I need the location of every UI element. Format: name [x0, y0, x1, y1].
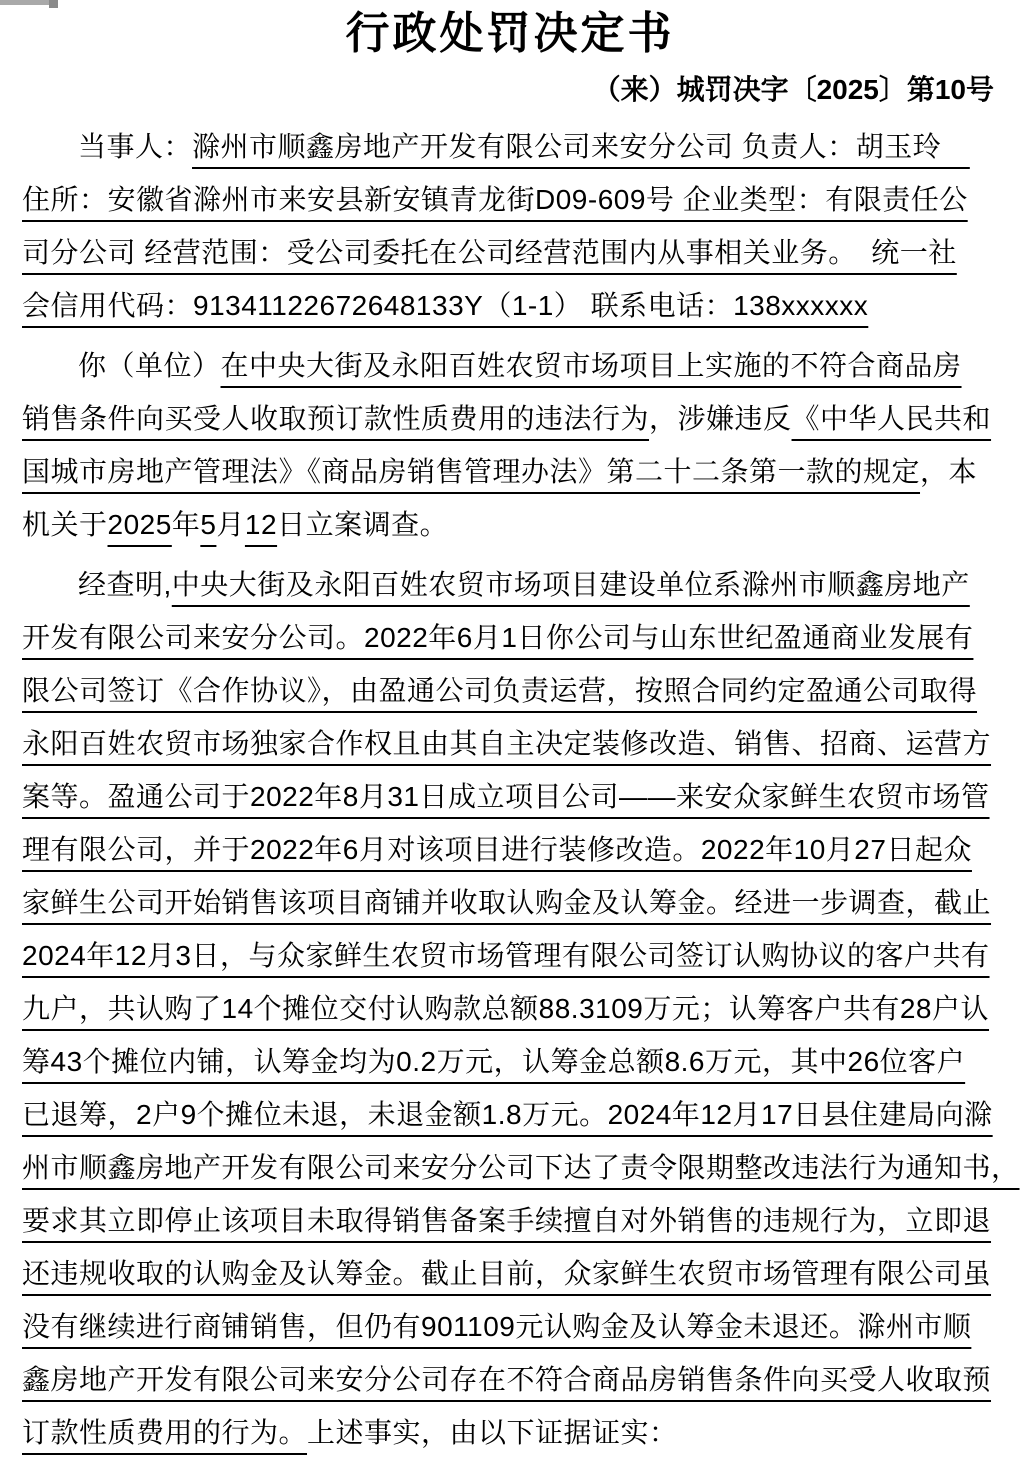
- paragraph: [22, 120, 998, 332]
- document-title: 行政处罚决定书: [345, 9, 675, 58]
- text-line: [22, 1353, 998, 1406]
- underlined-text: 2024年12月3日，与众家鲜生农贸市场管理有限公司签订认购协议的客户共有: [22, 940, 990, 972]
- text-line: [22, 823, 998, 876]
- text-line: [22, 770, 998, 823]
- paragraph: [22, 558, 1020, 1459]
- document-body: [22, 120, 1020, 1459]
- underlined-text: 筹43个摊位内铺，认筹金均为0.2万元，认筹金总额8.6万元，其中26位客户: [22, 1046, 966, 1078]
- underlined-text: 永阳百姓农贸市场独家合作权且由其自主决定装修改造、销售、招商、运营方: [22, 728, 992, 760]
- underlined-text: 2025: [107, 509, 172, 541]
- text-line: [22, 226, 998, 279]
- text-line: [22, 279, 998, 332]
- plain-text: 当事人：: [78, 131, 193, 163]
- underlined-text: 国城市房地产管理法》《商品房销售管理办法》第二十二条第一款的规定: [22, 456, 921, 488]
- underlined-text: 家鲜生公司开始销售该项目商铺并收取认购金及认筹金。经进一步调查，截止: [22, 887, 992, 919]
- paragraph: [22, 339, 998, 551]
- underlined-text: 订款性质费用的行为。: [22, 1417, 308, 1449]
- text-line: [22, 1300, 998, 1353]
- plain-text: 上述事实，由以下证据证实：: [307, 1417, 678, 1449]
- text-line: [22, 1406, 998, 1459]
- text-line: [22, 1088, 998, 1141]
- text-line: [22, 392, 998, 445]
- text-line: [22, 445, 998, 498]
- text-line: [22, 1247, 998, 1300]
- underlined-text: 要求其立即停止该项目未取得销售备案手续擅自对外销售的违规行为，立即退: [22, 1205, 992, 1237]
- underlined-text: 案等。盈通公司于2022年8月31日成立项目公司——来安众家鲜生农贸市场管: [22, 781, 990, 813]
- plain-text: 日立案调查。: [277, 509, 449, 541]
- text-line: [22, 173, 998, 226]
- underlined-text: 已退筹，2户9个摊位未退，未退金额1.8万元。2024年12月17日县住建局向滁: [22, 1099, 993, 1131]
- text-line: [22, 717, 998, 770]
- plain-text: 年: [171, 509, 201, 541]
- underlined-text: 中央大街及永阳百姓农贸市场项目建设单位系滁州市顺鑫房地产: [171, 569, 970, 601]
- text-line: [22, 929, 998, 982]
- underlined-text: 会信用代码：91341122672648133Y（1-1） 联系电话：138xxxxxx: [22, 290, 869, 322]
- document-number: （来）城罚决字〔2025〕第10号: [592, 73, 994, 105]
- underlined-text: 滁州市顺鑫房地产开发有限公司来安分公司 负责人：胡玉玲: [192, 131, 970, 163]
- text-line: [22, 120, 998, 173]
- underlined-text: 在中央大街及永阳百姓农贸市场项目上实施的不符合商品房: [220, 350, 962, 382]
- plain-text: ，本: [920, 456, 978, 488]
- text-line: [22, 664, 998, 717]
- scrollbar-artifact: [0, 0, 58, 5]
- plain-text: ，涉嫌违反: [649, 403, 792, 435]
- underlined-text: 5: [200, 509, 217, 541]
- text-line: [22, 498, 998, 551]
- text-line: [22, 339, 998, 392]
- text-line: [22, 1141, 1020, 1194]
- underlined-text: 理有限公司，并于2022年6月对该项目进行装修改造。2022年10月27日起众: [22, 834, 972, 866]
- plain-text: 经查明,: [78, 569, 172, 601]
- underlined-text: 《中华人民共和: [791, 403, 992, 435]
- underlined-text: 没有继续进行商铺销售，但仍有901109元认购金及认筹金未退还。滁州市顺: [22, 1311, 972, 1343]
- text-line: [22, 1035, 998, 1088]
- underlined-text: 12: [244, 509, 278, 541]
- underlined-text: 州市顺鑫房地产开发有限公司来安分公司下达了责令限期整改违法行为通知书，: [22, 1152, 1020, 1184]
- plain-text: 机关于: [22, 509, 108, 541]
- text-line: [22, 558, 998, 611]
- underlined-text: 销售条件向买受人收取预订款性质费用的违法行为: [22, 403, 650, 435]
- text-line: [22, 876, 998, 929]
- text-line: [22, 982, 998, 1035]
- underlined-text: 九户，共认购了14个摊位交付认购款总额88.3109万元；认筹客户共有28户认: [22, 993, 990, 1025]
- scrollbar-knob: [49, 0, 58, 8]
- underlined-text: 开发有限公司来安分公司。2022年6月1日你公司与山东世纪盈通商业发展有: [22, 622, 974, 654]
- plain-text: 你（单位）: [78, 350, 221, 382]
- text-line: [22, 611, 998, 664]
- underlined-text: 还违规收取的认购金及认筹金。截止目前，众家鲜生农贸市场管理有限公司虽: [22, 1258, 992, 1290]
- plain-text: 月: [216, 509, 245, 541]
- underlined-text: 限公司签订《合作协议》，由盈通公司负责运营，按照合同约定盈通公司取得: [22, 675, 978, 707]
- text-line: [22, 1194, 998, 1247]
- underlined-text: 司分公司 经营范围：受公司委托在公司经营范围内从事相关业务。 统一社: [22, 237, 957, 269]
- underlined-text: 鑫房地产开发有限公司来安分公司存在不符合商品房销售条件向买受人收取预: [22, 1364, 992, 1396]
- underlined-text: 住所：安徽省滁州市来安县新安镇青龙街D09-609号 企业类型：有限责任公: [22, 184, 968, 216]
